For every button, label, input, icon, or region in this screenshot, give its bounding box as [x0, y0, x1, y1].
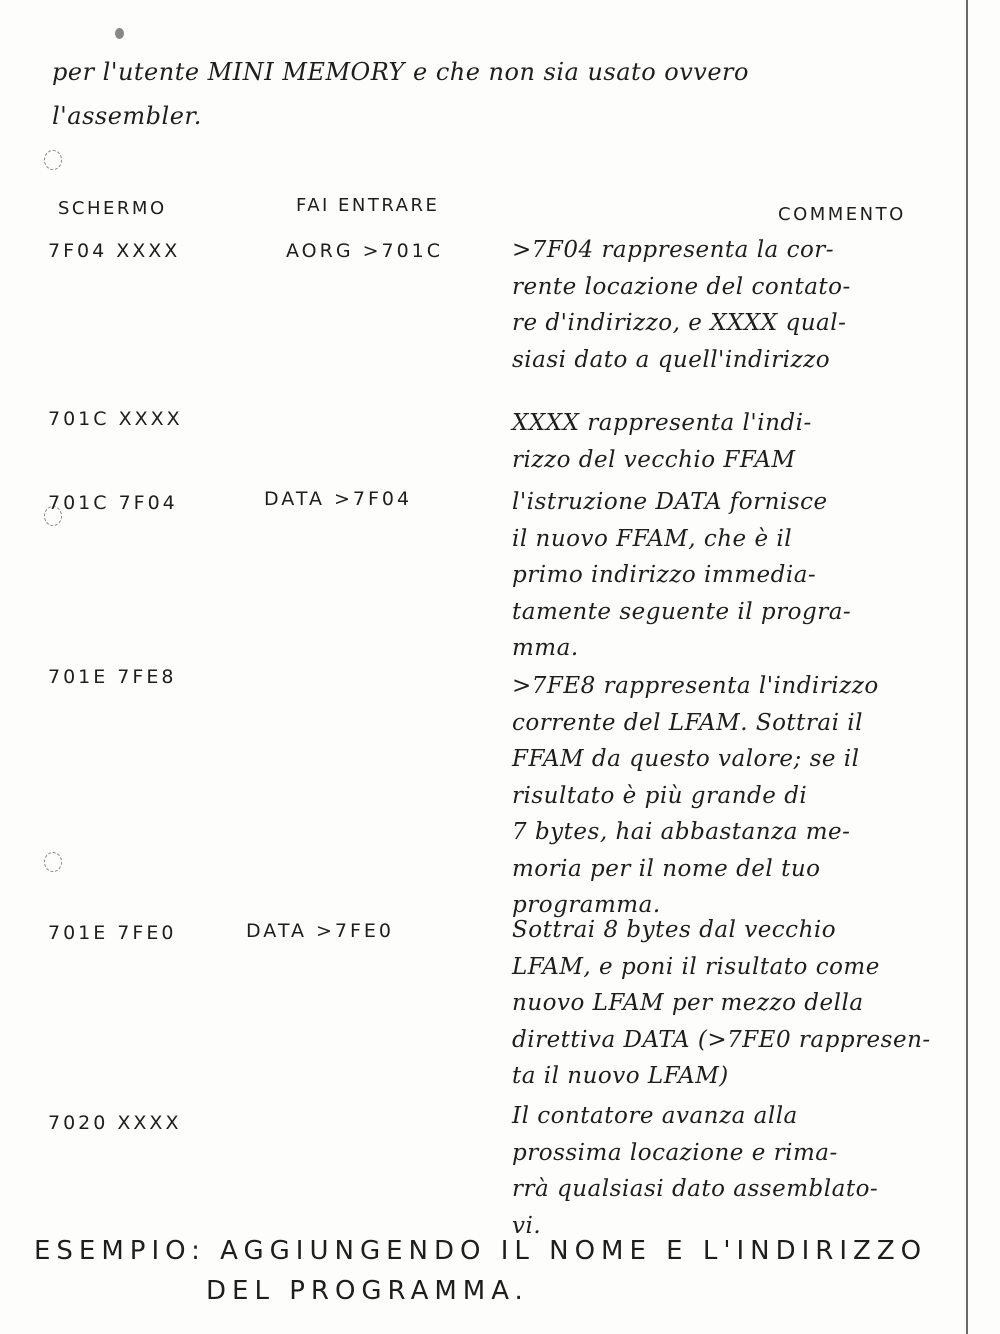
intro-line-2: l'assembler.: [52, 102, 202, 130]
header-fai-entrare: FAI ENTRARE: [296, 195, 440, 216]
comment-line: Sottrai 8 bytes dal vecchio: [512, 917, 837, 943]
example-title-line-2: DEL PROGRAMMA.: [206, 1276, 529, 1306]
comment-line: direttiva DATA (>7FE0 rappresen-: [512, 1026, 931, 1053]
comment-line: risultato è più grande di: [512, 782, 808, 809]
intro-line-1: per l'utente MINI MEMORY e che non sia usato ovvero: [52, 58, 749, 86]
comment-line: re d'indirizzo, e XXXX qual-: [512, 310, 847, 336]
row-3-input: DATA >7F04: [264, 488, 413, 510]
row-4-screen: 701E 7FE8: [48, 666, 177, 688]
comment-line: l'istruzione DATA fornisce: [512, 489, 828, 515]
row-1-input: AORG >701C: [286, 240, 444, 262]
punch-hole-mark: [44, 852, 62, 872]
ink-speck: [115, 28, 124, 39]
comment-line: il nuovo FFAM, che è il: [512, 525, 793, 552]
comment-line: primo indirizzo immedia-: [512, 562, 817, 588]
comment-line: LFAM, e poni il risultato come: [512, 953, 880, 980]
row-2-screen: 701C XXXX: [48, 408, 183, 430]
comment-line: programma.: [512, 892, 661, 918]
punch-hole-mark: [44, 150, 62, 170]
header-commento: COMMENTO: [778, 204, 906, 225]
comment-line: moria per il nome del tuo: [512, 855, 821, 882]
row-5-comment: [512, 912, 952, 1095]
header-schermo: SCHERMO: [58, 198, 167, 219]
comment-line: 7 bytes, hai abbastanza me-: [512, 819, 851, 845]
comment-line: >7F04 rappresenta la cor-: [512, 237, 835, 263]
page-edge-line: [966, 0, 968, 1334]
row-1-screen: 7F04 XXXX: [48, 240, 181, 262]
comment-line: corrente del LFAM. Sottrai il: [512, 709, 863, 736]
comment-line: nuovo LFAM per mezzo della: [512, 990, 864, 1016]
comment-line: prossima locazione e rima-: [512, 1139, 838, 1166]
comment-line: rente locazione del contato-: [512, 273, 851, 300]
comment-line: ta il nuovo LFAM): [512, 1063, 729, 1089]
row-5-input: DATA >7FE0: [246, 920, 395, 942]
row-3-screen: 701C 7F04: [48, 492, 178, 514]
comment-line: vi.: [512, 1212, 542, 1239]
comment-line: FFAM da questo valore; se il: [512, 746, 860, 772]
row-6-comment: [512, 1098, 952, 1244]
comment-line: Il contatore avanza alla: [512, 1103, 798, 1129]
comment-line: >7FE8 rappresenta l'indirizzo: [512, 673, 879, 699]
comment-line: XXXX rappresenta l'indi-: [512, 410, 812, 436]
row-2-comment: [512, 405, 952, 478]
comment-line: mma.: [512, 635, 579, 661]
row-1-comment: [512, 232, 952, 378]
comment-line: rizzo del vecchio FFAM: [512, 446, 796, 473]
row-6-screen: 7020 XXXX: [48, 1112, 182, 1134]
comment-line: tamente seguente il progra-: [512, 598, 852, 625]
comment-line: siasi dato a quell'indirizzo: [512, 346, 831, 373]
comment-line: rrà qualsiasi dato assemblato-: [512, 1176, 879, 1202]
row-5-screen: 701E 7FE0: [48, 922, 177, 944]
example-title-line-1: ESEMPIO: AGGIUNGENDO IL NOME E L'INDIRIZZO: [34, 1236, 928, 1266]
row-4-comment: [512, 668, 952, 924]
row-3-comment: [512, 484, 952, 667]
